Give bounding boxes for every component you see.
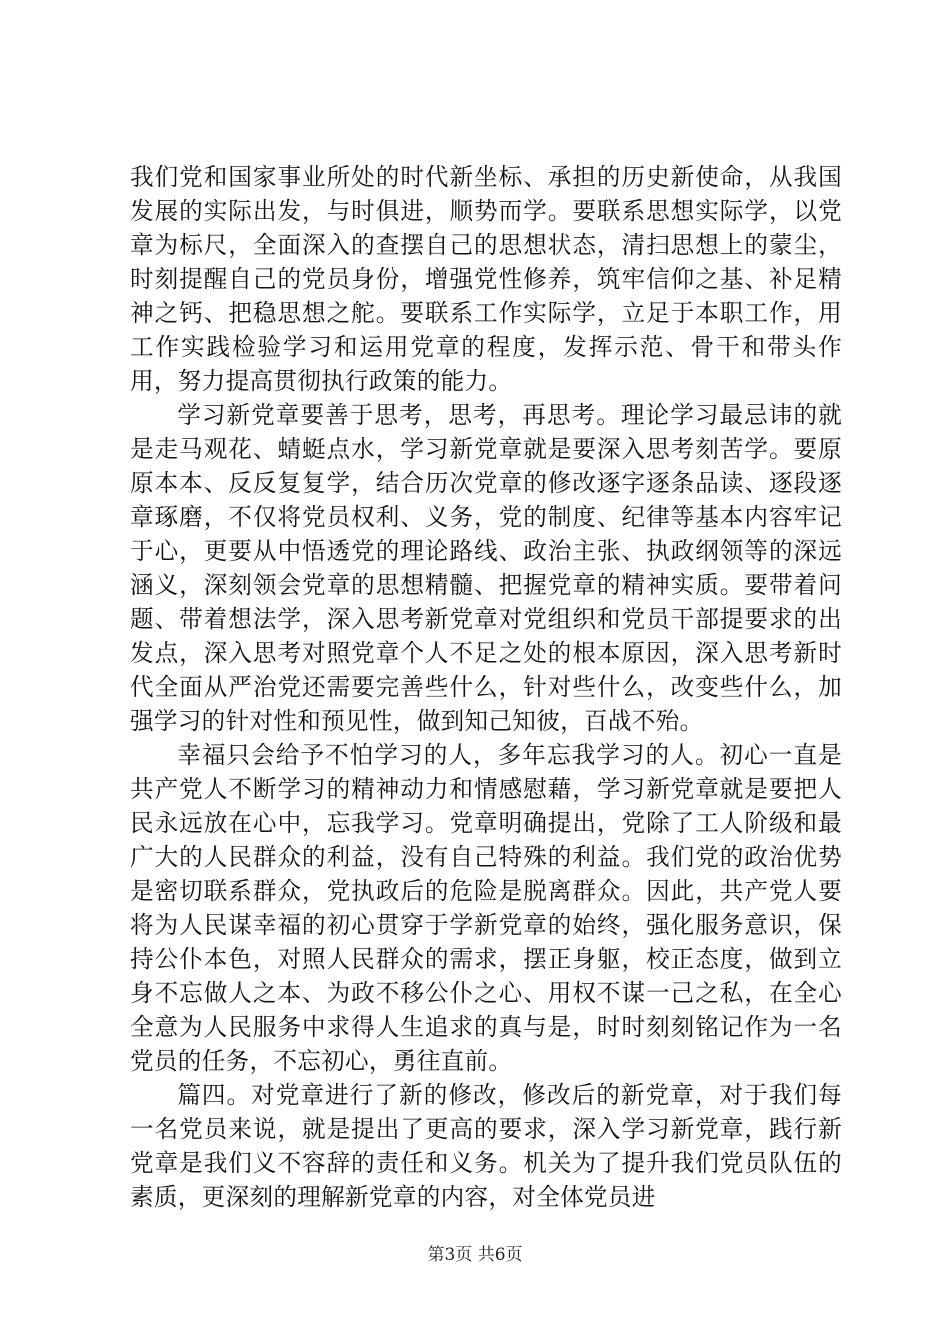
paragraph-3: 幸福只会给予不怕学习的人，多年忘我学习的人。初心一直是共产党人不断学习的精神动力和情感慰藉，学习新党章就是要把人民永远放在心中，忘我学习。党章明确提出，党除了工人阶级和最广大的人民群众的利益，没有自己特殊的利益。我们党的政治优势是密切联系群众，党执政后的危险是脱离群众。因此，共产党人要将为人民谋幸福的初心贯穿于学新党章的始终，强化服务意识，保持公仆本色，对照人民群众的需求，摆正身躯，校正态度，做到立身不忘做人之本、为政不移公仆之心、用权不谋一己之私，在全心全意为人民服务中求得人生追求的真与是，时时刻刻铭记作为一名党员的任务，不忘初心，勇往直前。 bbox=[130, 741, 842, 1075]
paragraph-2: 学习新党章要善于思考，思考，再思考。理论学习最忌讳的就是走马观花、蜻蜓点水，学习新党章就是要深入思考刻苦学。要原原本本、反反复复学，结合历次党章的修改逐字逐条品读、逐段逐章琢磨，不仅将党员权利、义务，党的制度、纪律等基本内容牢记于心，更要从中悟透党的理论路线、政治主张、执政纲领等的深远涵义，深刻领会党章的思想精髓、把握党章的精神实质。要带着问题、带着想法学，深入思考新党章对党组织和党员干部提要求的出发点，深入思考对照党章个人不足之处的根本原因，深入思考新时代全面从严治党还需要完善些什么，针对些什么，改变些什么，加强学习的针对性和预见性，做到知己知彼，百战不殆。 bbox=[130, 401, 842, 735]
document-body bbox=[130, 160, 842, 1214]
paragraph-1: 我们党和国家事业所处的时代新坐标、承担的历史新使命，从我国发展的实际出发，与时俱进，顺势而学。要联系思想实际学，以党章为标尺，全面深入的查摆自己的思想状态，清扫思想上的蒙尘，时刻提醒自己的党员身份，增强党性修养，筑牢信仰之基、补足精神之钙、把稳思想之舵。要联系工作实际学，立足于本职工作，用工作实践检验学习和运用党章的程度，发挥示范、骨干和带头作用，努力提高贯彻执行政策的能力。 bbox=[130, 163, 842, 395]
page-number-footer: 第3页 共6页 bbox=[427, 1245, 523, 1265]
paragraph-4: 篇四。对党章进行了新的修改，修改后的新党章，对于我们每一名党员来说，就是提出了更高的要求，深入学习新党章，践行新党章是我们义不容辞的责任和义务。机关为了提升我们党员队伍的素质，更深刻的理解新党章的内容，对全体党员进 bbox=[130, 1081, 842, 1211]
